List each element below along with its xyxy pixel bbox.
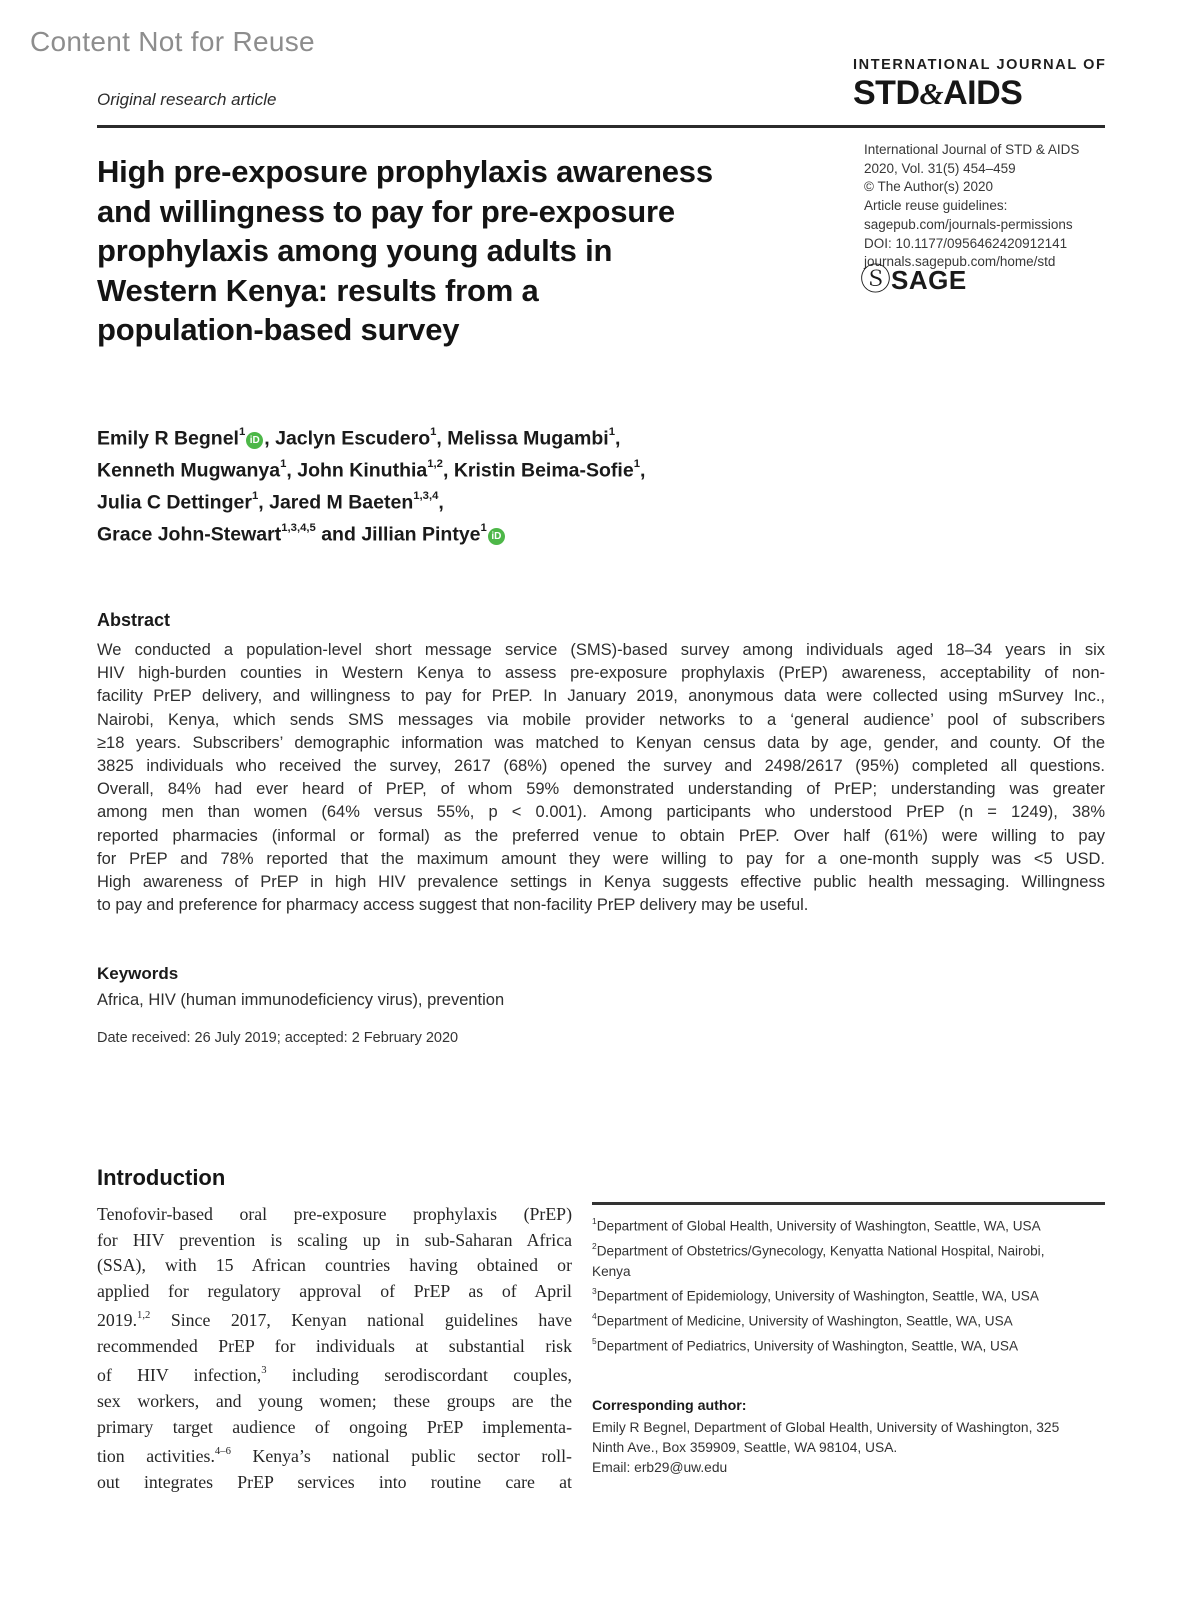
- abstract-line: Nairobi, Kenya, which sends SMS messages via mobile provider networks to a ‘general audience’ pool of subscribers: [97, 710, 1105, 729]
- keywords-section: [97, 964, 504, 1010]
- author-affiliation-sup: 1: [633, 458, 640, 470]
- author-line: Julia C Dettinger$^1$, Jared M Baeten$^{1,3,4}$,: [97, 490, 444, 514]
- introduction-line: out integrates PrEP services into routine care at: [97, 1471, 572, 1492]
- title-line: prophylaxis among young adults in: [97, 233, 613, 268]
- affiliation-sup: 2: [592, 1240, 597, 1251]
- reference-sup: 3: [261, 1364, 267, 1377]
- abstract-heading: Abstract: [97, 610, 171, 630]
- author-affiliation-sup: 1: [608, 426, 616, 438]
- author-line: Emily R Begnel$^1$iD , Jaclyn Escudero$^1$, Melissa Mugambi$^1$,: [97, 426, 621, 450]
- author-affiliation-sup: 1: [251, 490, 259, 502]
- abstract-line: facility PrEP delivery, and willingness to pay for PrEP. In January 2019, anonymous data were collected using mSurvey Inc.,: [97, 687, 1105, 706]
- affiliation-item: $^1$Department of Global Health, University of Washington, Seattle, WA, USA: [592, 1216, 1041, 1234]
- abstract-line: High awareness of PrEP in high HIV prevalence settings in Kenya suggests effective public health messaging. Willingness: [97, 873, 1105, 892]
- affiliation-sup: 1: [592, 1216, 597, 1226]
- introduction-line: (SSA), with 15 African countries having obtained or: [97, 1255, 572, 1276]
- introduction-line: Tenofovir-based oral pre-exposure prophylaxis (PrEP): [97, 1204, 572, 1224]
- reference-sup: 1,2: [137, 1309, 151, 1322]
- author-line: Grace John-Stewart$^{1,3,4,5}$ and Jillian Pintye$^1$iD: [97, 517, 645, 549]
- title-line: Western Kenya: results from a: [97, 272, 539, 308]
- abstract-line: 3825 individuals who received the survey, 2617 (68%) opened the survey and 2498/2617 (95%) completed all questions.: [97, 757, 1105, 776]
- corresponding-author-heading: Corresponding author:: [592, 1398, 747, 1414]
- footnote-rule: [592, 1202, 1105, 1205]
- introduction-line: tion activities.$^{4-6}$ Kenya’s national public sector roll-: [97, 1445, 572, 1467]
- affiliation-item: $^2$Department of Obstetrics/Gynecology, Kenyatta National Hospital, Nairobi, Kenya: [592, 1240, 1045, 1279]
- introduction-line: applied for regulatory approval of PrEP as of April: [97, 1280, 572, 1301]
- citation-block: [864, 141, 1079, 272]
- introduction-heading: Introduction: [97, 1165, 226, 1190]
- sage-circle-s-icon: Ⓢ: [860, 262, 891, 297]
- masthead-ampersand: &: [919, 75, 944, 111]
- corresponding-author-block: [592, 1396, 1078, 1478]
- keywords-heading: Keywords: [97, 964, 179, 983]
- introduction-line: sex workers, and young women; these groups are the: [97, 1391, 572, 1411]
- title-line: and willingness to pay for pre-exposure: [97, 193, 675, 229]
- citation-line: journals.sagepub.com/home/std: [864, 254, 1056, 270]
- date-received-line: Date received: 26 July 2019; accepted: 2 February 2020: [97, 1030, 459, 1046]
- citation-line: 2020, Vol. 31(5) 454–459: [864, 160, 1016, 176]
- masthead-std: STD: [853, 73, 920, 112]
- sage-logo-text: SAGE: [891, 264, 967, 295]
- citation-line: DOI: 10.1177/0956462420912141: [864, 235, 1068, 251]
- corresponding-author-line: Emily R Begnel, Department of Global Health, University of Washington, 325 Ninth Ave., Box 359909, Seattle, WA 98104, USA.: [592, 1420, 1060, 1455]
- abstract-line: for PrEP and 78% reported that the maximum amount they were willing to pay for a one-month supply was <5 USD.: [97, 849, 1105, 868]
- introduction-line: recommended PrEP for individuals at substantial risk: [97, 1335, 572, 1356]
- orcid-icon: iD: [488, 528, 505, 545]
- abstract-section: [97, 610, 1105, 917]
- author-affiliation-sup: 1: [238, 426, 246, 438]
- abstract-line: among men than women (64% versus 55%, p < 0.001). Among participants who understood PrEP (n = 1249), 38%: [97, 803, 1105, 822]
- abstract-body: [97, 639, 1105, 917]
- introduction-body: [97, 1202, 572, 1495]
- title-line: population-based survey: [97, 312, 460, 347]
- affiliation-item: $^4$Department of Medicine, University of Washington, Seattle, WA, USA: [592, 1310, 1013, 1329]
- author-affiliation-sup: 1,3,4,5: [281, 522, 316, 534]
- journal-masthead-title: [853, 73, 1107, 112]
- masthead-aids: AIDS: [943, 73, 1023, 112]
- author-affiliation-sup: 1,2: [427, 458, 443, 470]
- abstract-line: HIV high-burden counties in Western Kenya to assess pre-exposure prophylaxis (PrEP) awareness, acceptability of non-: [97, 664, 1105, 683]
- introduction-line: for HIV prevention is scaling up in sub-Saharan Africa: [97, 1229, 572, 1250]
- sage-logo: [860, 264, 967, 295]
- abstract-line: ≥18 years. Subscribers’ demographic information was matched to Kenyan census data by age, gender, and county. Of the: [97, 733, 1105, 752]
- citation-line: sagepub.com/journals-permissions: [864, 216, 1073, 232]
- journal-masthead-kicker: INTERNATIONAL JOURNAL OF: [853, 57, 1107, 73]
- header-rule: [97, 125, 1105, 128]
- keywords-text: Africa, HIV (human immunodeficiency virus), prevention: [97, 991, 505, 1009]
- citation-line: © The Author(s) 2020: [864, 179, 994, 195]
- introduction-line: primary target audience of ongoing PrEP implementa-: [97, 1416, 572, 1437]
- affiliations-list: [592, 1212, 1078, 1356]
- article-type-label: Original research article: [97, 90, 277, 109]
- abstract-line: Overall, 84% had ever heard of PrEP, of whom 59% demonstrated understanding of PrEP; understanding was greater: [97, 780, 1105, 799]
- affiliation-item: $^3$Department of Epidemiology, University of Washington, Seattle, WA, USA: [592, 1285, 1039, 1304]
- affiliation-sup: 5: [592, 1335, 597, 1346]
- article-title: [97, 152, 827, 350]
- reference-sup: 4–6: [214, 1445, 231, 1458]
- affiliation-sup: 4: [592, 1310, 597, 1321]
- author-affiliation-sup: 1: [280, 458, 287, 470]
- abstract-line: reported pharmacies (informal or formal) as the preferred venue to obtain PrEP. Over half (61%) were willing to pay: [97, 826, 1105, 845]
- author-line: Kenneth Mugwanya$^1$, John Kinuthia$^{1,2}$, Kristin Beima-Sofie$^1$,: [97, 458, 646, 482]
- author-affiliation-sup: 1,3,4: [413, 490, 439, 502]
- author-list: [97, 421, 645, 549]
- affiliation-sup: 3: [592, 1285, 597, 1296]
- title-line: High pre-exposure prophylaxis awareness: [97, 154, 713, 189]
- abstract-line: We conducted a population-level short message service (SMS)-based survey among individuals aged 18–34 years in six: [97, 641, 1105, 659]
- citation-line: Article reuse guidelines:: [864, 198, 1008, 214]
- journal-masthead: [853, 58, 1107, 110]
- abstract-line: to pay and preference for pharmacy access suggest that non-facility PrEP delivery may be useful.: [97, 896, 809, 915]
- watermark-content-not-for-reuse: Content Not for Reuse: [30, 26, 315, 57]
- citation-line: International Journal of STD & AIDS: [864, 142, 1080, 157]
- author-affiliation-sup: 1: [480, 522, 487, 534]
- author-affiliation-sup: 1: [430, 426, 437, 438]
- introduction-line: of HIV infection,$^3$ including serodiscordant couples,: [97, 1364, 572, 1386]
- affiliation-item: $^5$Department of Pediatrics, University of Washington, Seattle, WA, USA: [592, 1335, 1019, 1354]
- corresponding-author-lines: [592, 1418, 1078, 1478]
- introduction-line: 2019.$^{1,2}$ Since 2017, Kenyan national guidelines have: [97, 1309, 572, 1331]
- orcid-icon: iD: [246, 432, 263, 449]
- corresponding-author-line: Email: erb29@uw.edu: [592, 1460, 728, 1475]
